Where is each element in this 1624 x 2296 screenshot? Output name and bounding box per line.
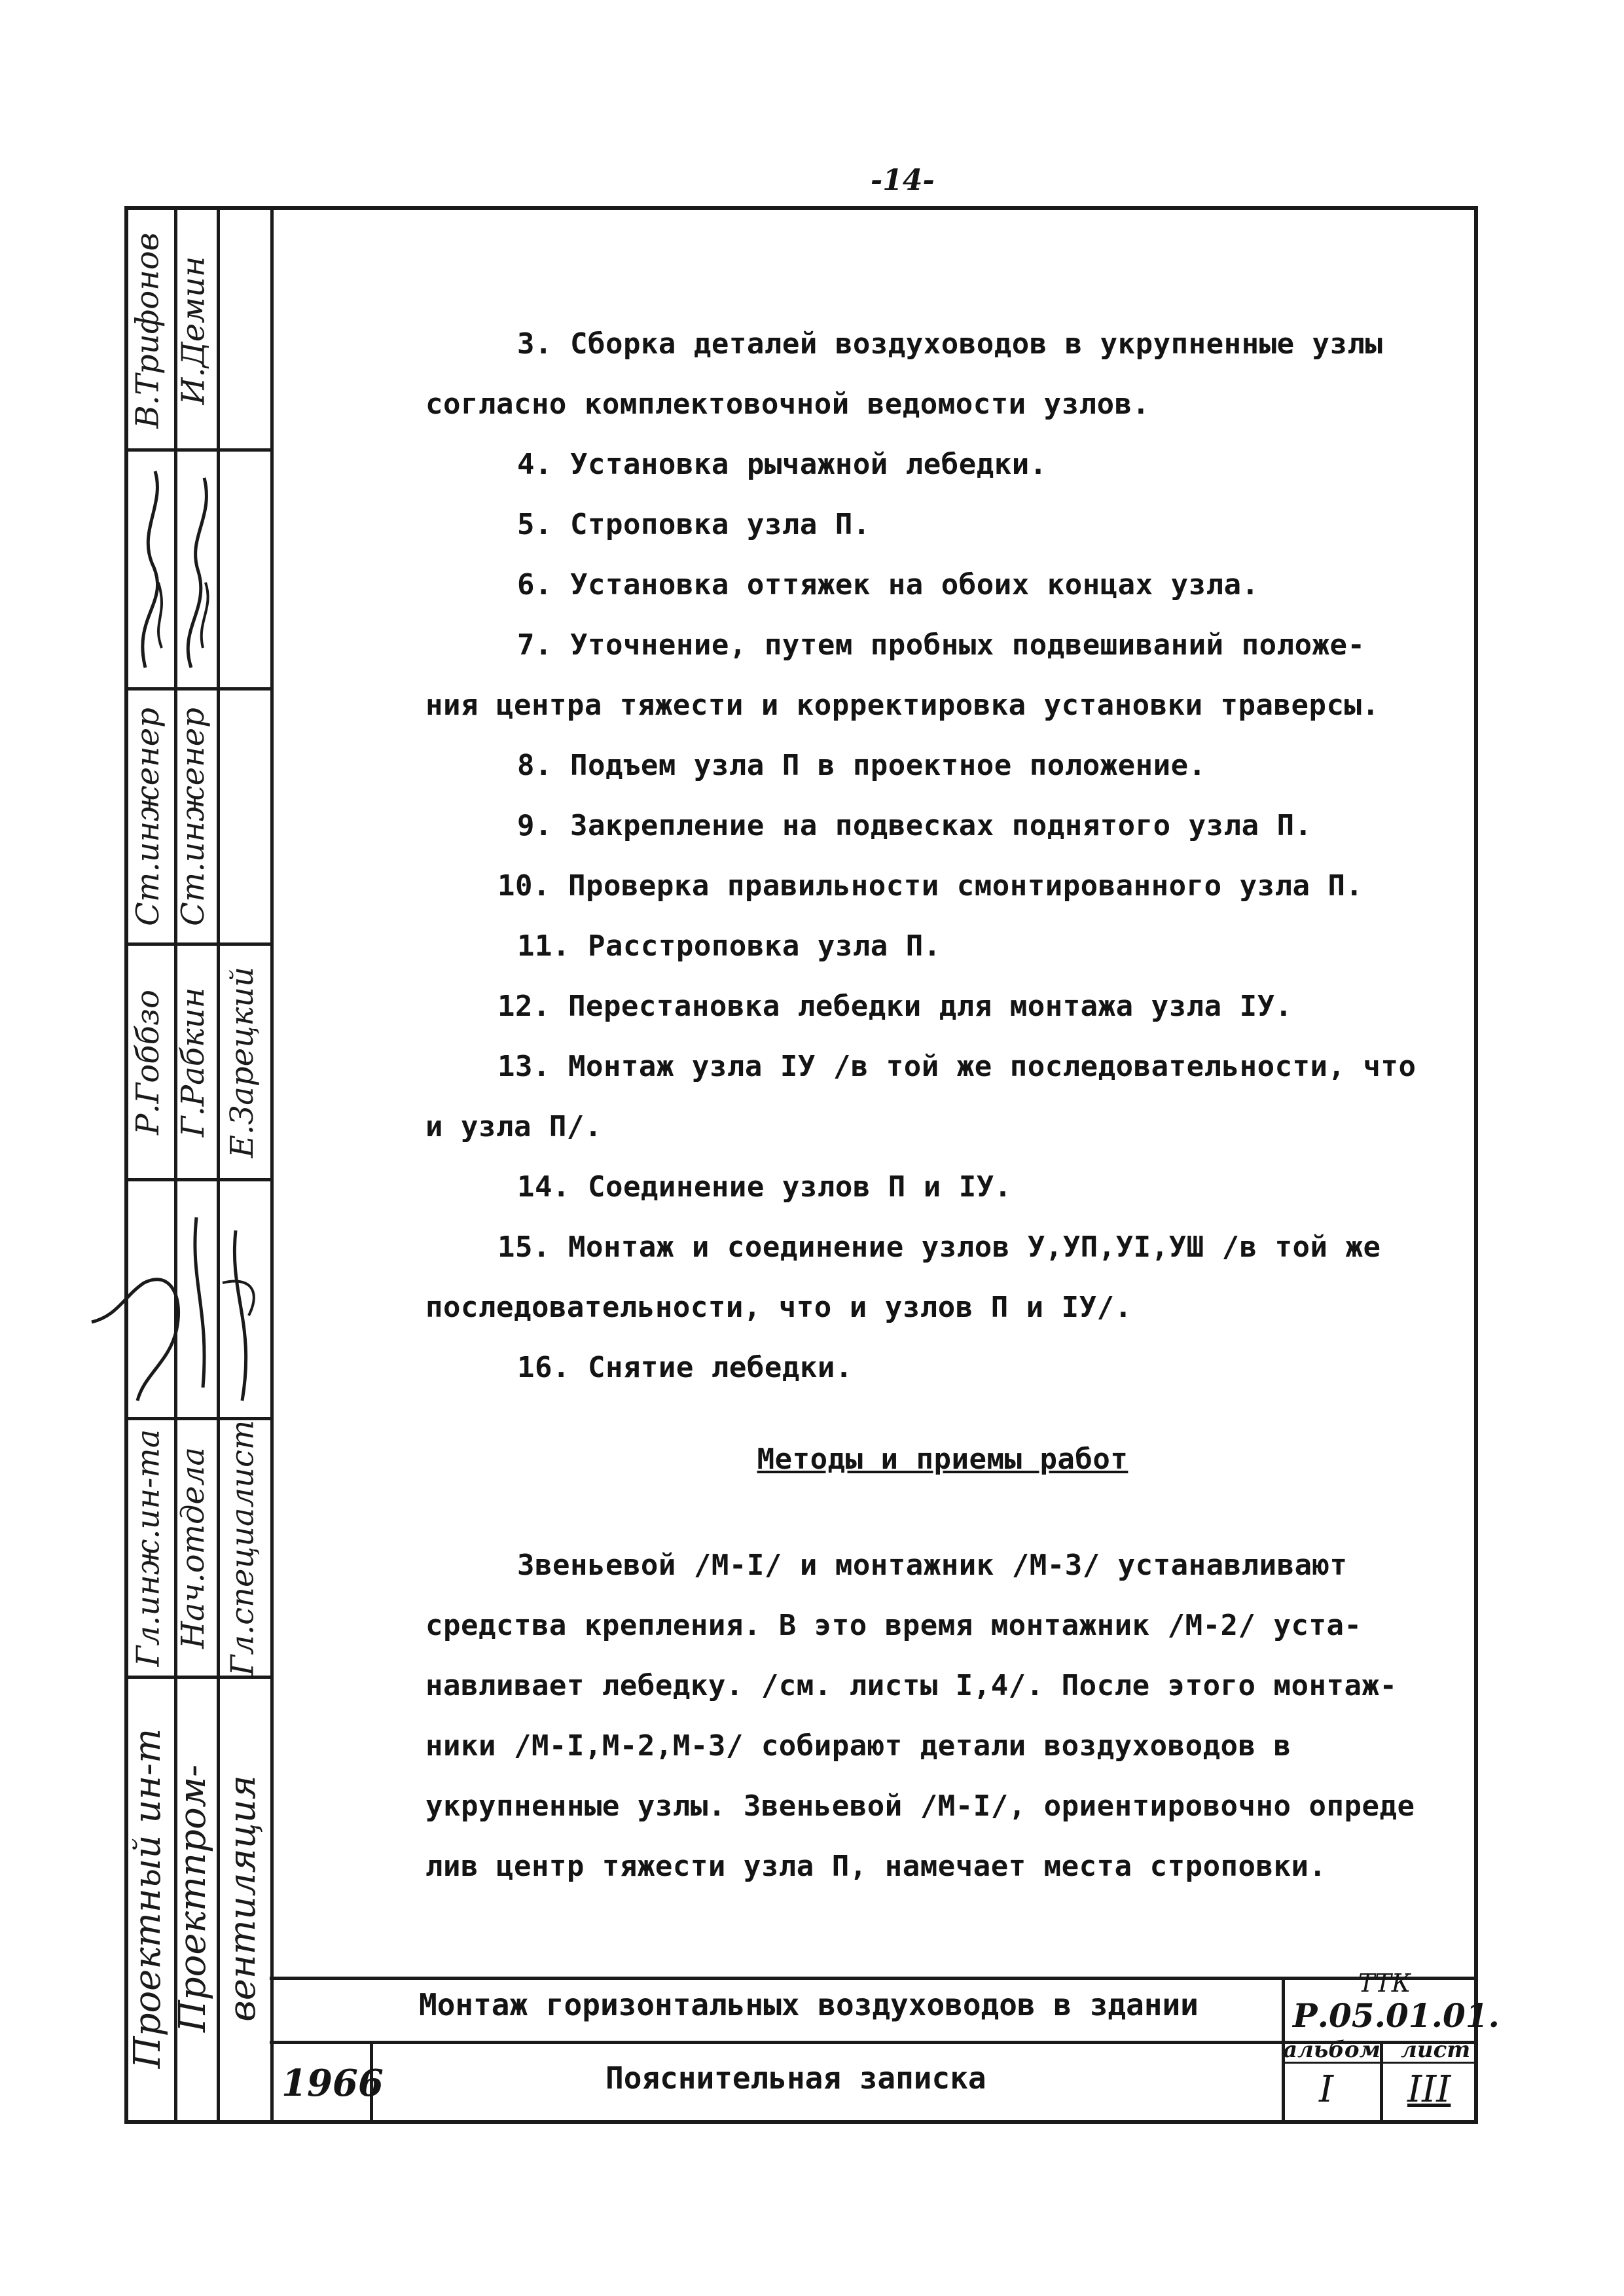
stamp-divider-3 [270, 210, 274, 2120]
paragraph-line: ники /М-I,М-2,М-3/ собирают детали воздуховодов в [425, 1729, 1291, 1763]
list-item: 8. Подъем узла П в проектное положение. [517, 749, 1206, 782]
paragraph-line: лив центр тяжести узла П, намечает места строповки. [425, 1850, 1327, 1883]
signature-column-a [126, 452, 270, 687]
album-value: I [1319, 2068, 1334, 2111]
section-heading: Методы и приемы работ [757, 1443, 1128, 1476]
paragraph-line: укрупненные узлы. Звеньевой /М-I/, ориентировочно опреде [425, 1789, 1415, 1823]
list-item: 16. Снятие лебедки. [517, 1351, 853, 1384]
list-item: 10. Проверка правильности смонтированного узла П. [497, 869, 1363, 903]
stamp-name-demin: И.Демин [175, 256, 211, 405]
org-name-line1: Проектный ин-т [126, 1728, 170, 2068]
list-item: 11. Расстроповка узла П. [517, 929, 941, 963]
list-item: 6. Установка оттяжек на обоих концах узла. [517, 568, 1259, 601]
list-item: последовательности, что и узлов П и IУ/. [425, 1291, 1132, 1324]
list-item: согласно комплектовочной ведомости узлов. [425, 387, 1150, 421]
list-item: 9. Закрепление на подвесках поднятого узла П. [517, 809, 1312, 842]
stamp-position-chief-engineer: Гл.инж.ин-та [130, 1429, 166, 1667]
org-name-line3: вентиляция [221, 1774, 264, 2022]
stamp-name-rabkin: Г.Рабкин [175, 987, 212, 1137]
list-item: ния центра тяжести и корректировка установки траверсы. [425, 689, 1380, 722]
album-label: альбом [1283, 2037, 1380, 2063]
list-item: и узла П/. [425, 1110, 602, 1143]
sheet-value: III [1407, 2068, 1451, 2111]
explanatory-text [425, 314, 1460, 1897]
stamp-name-gobbzo: Р.Гоббзо [130, 989, 166, 1135]
list-item: 4. Установка рычажной лебедки. [517, 448, 1047, 481]
stamp-name-zaretsky: Е.Зарецкий [224, 966, 261, 1158]
list-item: 3. Сборка деталей воздуховодов в укрупненные узлы [517, 327, 1383, 361]
paragraph-line: навливает лебедку. /см. листы I,4/. После этого монтаж- [425, 1669, 1398, 1702]
list-item: 5. Строповка узла П. [517, 508, 871, 541]
stamp-position-engineer-2: Ст.инженер [175, 707, 211, 926]
sheet-label: лист [1401, 2037, 1471, 2063]
stamp-rule [124, 1178, 271, 1181]
stamp-position-dept-head: Нач.отдела [175, 1446, 212, 1649]
ttk-code: Р.05.01.01. [1293, 1996, 1500, 2035]
list-item: 12. Перестановка лебедки для монтажа узла IУ. [497, 990, 1293, 1023]
paragraph-line: средства крепления. В это время монтажник /М-2/ уста- [425, 1609, 1362, 1642]
list-item: 14. Соединение узлов П и IУ. [517, 1170, 1012, 1204]
stamp-name-trifonov: В.Трифонов [130, 232, 167, 429]
ttk-label: ТТК [1358, 1969, 1411, 1998]
stamp-position-engineer-1: Ст.инженер [130, 707, 166, 926]
page-number: -14- [871, 164, 935, 197]
document-title: Монтаж горизонтальных воздуховодов в здании [419, 1987, 1199, 2022]
org-name-line2: Проектпром- [171, 1764, 215, 2032]
stamp-position-chief-specialist: Гл.специалист [224, 1420, 261, 1676]
document-year: 1966 [281, 2062, 384, 2105]
list-item: 13. Монтаж узла IУ /в той же последовательности, что [497, 1050, 1416, 1083]
paragraph-line: Звеньевой /М-I/ и монтажник /М-3/ устанавливают [517, 1549, 1348, 1582]
signature-column-b [79, 1204, 275, 1414]
list-item: 7. Уточнение, путем пробных подвешиваний положе- [517, 628, 1365, 662]
list-item: 15. Монтаж и соединение узлов У,УП,УI,УШ /в той же [497, 1230, 1381, 1264]
document-subtitle: Пояснительная записка [605, 2060, 986, 2096]
